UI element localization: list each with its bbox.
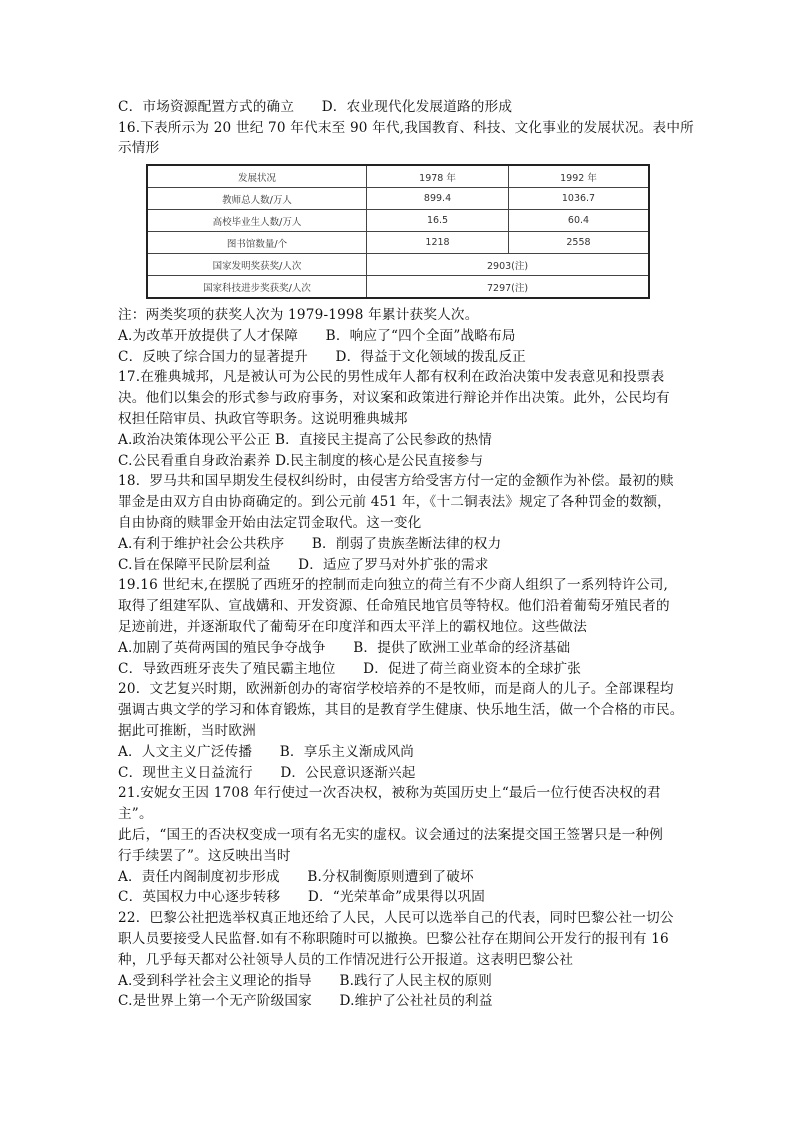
table-cell: 国家科技进步奖获奖/人次 [147, 276, 367, 299]
text-line: 决。他们以集会的形式参与政府事务，对议案和政策进行辩论并作出决策。此外，公民均有 [118, 390, 670, 407]
table-cell: 899.4 [367, 188, 509, 210]
table-cell: 7297(注) [367, 276, 649, 299]
text-line: 21.安妮女王因 1708 年行使过一次否决权，被称为英国历史上“最后一位行使否决权的君 [118, 785, 661, 802]
text-line: A.有利于维护社会公共秩序 B．削弱了贵族垄断法律的权力 [118, 535, 502, 552]
text-line: 注：两类奖项的获奖人次为 1979-1998 年累计获奖人次。 [118, 307, 479, 323]
table-cell: 2903(注) [367, 254, 649, 276]
text-line: 足迹前进，并逐渐取代了葡萄牙在印度洋和西太平洋上的霸权地位。这些做法 [118, 619, 587, 635]
text-line: C.是世界上第一个无产阶级国家 D.维护了公社社员的利益 [118, 993, 493, 1010]
text-line: 此后，“国王的否决权变成一项有名无实的虚权。议会通过的法案提交国王签署只是一种例 [118, 827, 664, 843]
text-line: 罪金是由双方自由协商确定的。到公元前 451 年，《十二铜表法》规定了各种罚金的数额， [118, 494, 671, 511]
table-header-cell: 发展状况 [147, 165, 367, 188]
text-line: 20．文艺复兴时期，欧洲新创办的寄宿学校培养的不是牧师，而是商人的儿子。全部课程均 [118, 681, 674, 698]
text-line: 强调古典文学的学习和体育锻炼，其目的是教育学生健康、快乐地生活，做一个合格的市民。 [118, 702, 684, 719]
text-line: C．反映了综合国力的显著提升 D．得益于文化领域的拨乱反正 [118, 348, 526, 365]
table-row [147, 276, 649, 299]
table-row [147, 188, 649, 210]
text-line: 22．巴黎公社把选举权真正地还给了人民，人民可以选举自己的代表，同时巴黎公社一切公 [118, 910, 674, 927]
text-line: 种，几乎每天都对公社领导人员的工作情况进行公开报道。这表明巴黎公社 [118, 951, 574, 968]
table-cell: 图书馆数量/个 [147, 232, 367, 254]
table-header-cell: 1992 年 [508, 165, 649, 188]
table-cell: 高校毕业生人数/万人 [147, 210, 367, 232]
text-line: 权担任陪审员、执政官等职务。这说明雅典城邦 [118, 411, 408, 427]
text-line: C．导致西班牙丧失了殖民霸主地位 D．促进了荷兰商业资本的全球扩张 [118, 660, 582, 677]
text-line: C．现世主义日益流行 D．公民意识逐渐兴起 [118, 764, 416, 781]
text-line: 取得了组建军队、宣战媾和、开发资源、任命殖民地官员等特权。他们沿着葡萄牙殖民者的 [118, 598, 670, 615]
text-line: A.受到科学社会主义理论的指导 B.践行了人民主权的原则 [118, 972, 493, 989]
table-cell: 1036.7 [508, 188, 649, 210]
text-line: C.公民看重自身政治素养 D.民主制度的核心是公民直接参与 [118, 452, 484, 469]
table-cell: 16.5 [367, 210, 509, 232]
text-line: 18．罗马共和国早期发生侵权纠纷时，由侵害方给受害方付一定的金额作为补偿。最初的赎 [118, 473, 674, 490]
text-line: 职人员要接受人民监督.如有不称职随时可以撤换。巴黎公社存在期间公开发行的报刊有 16 [118, 931, 669, 947]
text-line: A．责任内阁制度初步形成 B.分权制衡原则遭到了破坏 [118, 868, 474, 885]
table-header-cell: 1978 年 [367, 165, 509, 188]
text-line: 17.在雅典城邦，凡是被认可为公民的男性成年人都有权利在政治决策中发表意见和投票表 [118, 369, 665, 386]
text-line: A．人文主义广泛传播 B．享乐主义渐成风尚 [118, 743, 415, 760]
table-header-row [147, 165, 649, 188]
text-line: 据此可推断，当时欧洲 [118, 723, 256, 739]
text-line: C．英国权力中心逐步转移 D．“光荣革命”成果得以巩固 [118, 889, 486, 906]
development-table [146, 164, 650, 299]
text-line: A.政治决策体现公平公正 B．直接民主提高了公民参政的热情 [118, 431, 493, 448]
text-line: A.加剧了英荷两国的殖民争夺战争 B．提供了欧洲工业革命的经济基础 [118, 639, 571, 656]
text-line: C.旨在保障平民阶层利益 D．适应了罗马对外扩张的需求 [118, 556, 489, 573]
text-line: C．市场资源配置方式的确立 D．农业现代化发展道路的形成 [118, 99, 513, 115]
text-line: 自由协商的赎罪金开始由法定罚金取代。这一变化 [118, 515, 422, 531]
text-line: 19.16 世纪末,在摆脱了西班牙的控制而走向独立的荷兰有不少商人组织了一系列特许公司, [118, 577, 669, 594]
text-line: 示情形 [118, 140, 160, 157]
table-row [147, 210, 649, 232]
table-cell: 60.4 [508, 210, 649, 232]
table-cell: 教师总人数/万人 [147, 188, 367, 210]
table-row [147, 254, 649, 276]
table-cell: 1218 [367, 232, 509, 254]
text-line: A.为改革开放提供了人才保障 B．响应了“四个全面”战略布局 [118, 327, 516, 344]
text-line: 行手续罢了”。这反映出当时 [118, 847, 291, 864]
table-cell: 国家发明奖获奖/人次 [147, 254, 367, 276]
table-cell: 2558 [508, 232, 649, 254]
table-row [147, 232, 649, 254]
text-line: 16.下表所示为 20 世纪 70 年代末至 90 年代,我国教育、科技、文化事业的发展状况。表中所 [118, 119, 694, 136]
text-line: 主”。 [118, 806, 153, 823]
